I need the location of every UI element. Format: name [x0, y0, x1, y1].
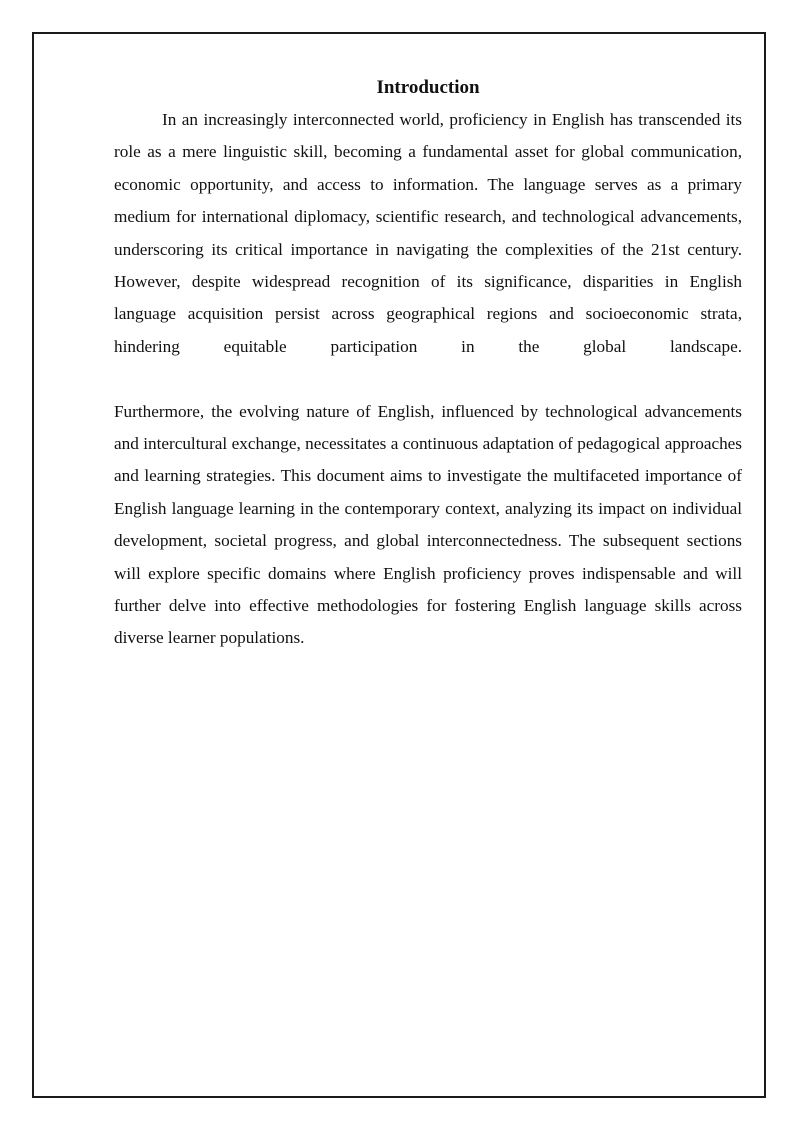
- document-body: [114, 72, 742, 655]
- section-heading: Introduction: [376, 77, 480, 98]
- paragraph-1: In an increasingly interconnected world, proficiency in English has transcended its role as a mere linguistic skill, becoming a fundamental asset for global communication, economic opportunity, and access to information. The language serves as a primary medium for international diplomacy, scientific research, and technological advancements, underscoring its critical importance in navigating the complexities of the 21st century. However, despite widespread recognition of its significance, disparities in English language acquisition persist across geographical regions and socioeconomic strata, hindering equitable participation in the global landscape.: [114, 110, 742, 356]
- paragraph-2: Furthermore, the evolving nature of English, influenced by technological advancements and intercultural exchange, necessitates a continuous adaptation of pedagogical approaches and learning strategies. This document aims to investigate the multifaceted importance of English language learning in the contemporary context, analyzing its impact on individual development, societal progress, and global interconnectedness. The subsequent sections will explore specific domains where English proficiency proves indispensable and will further delve into effective methodologies for fostering English language skills across diverse learner populations.: [114, 401, 742, 648]
